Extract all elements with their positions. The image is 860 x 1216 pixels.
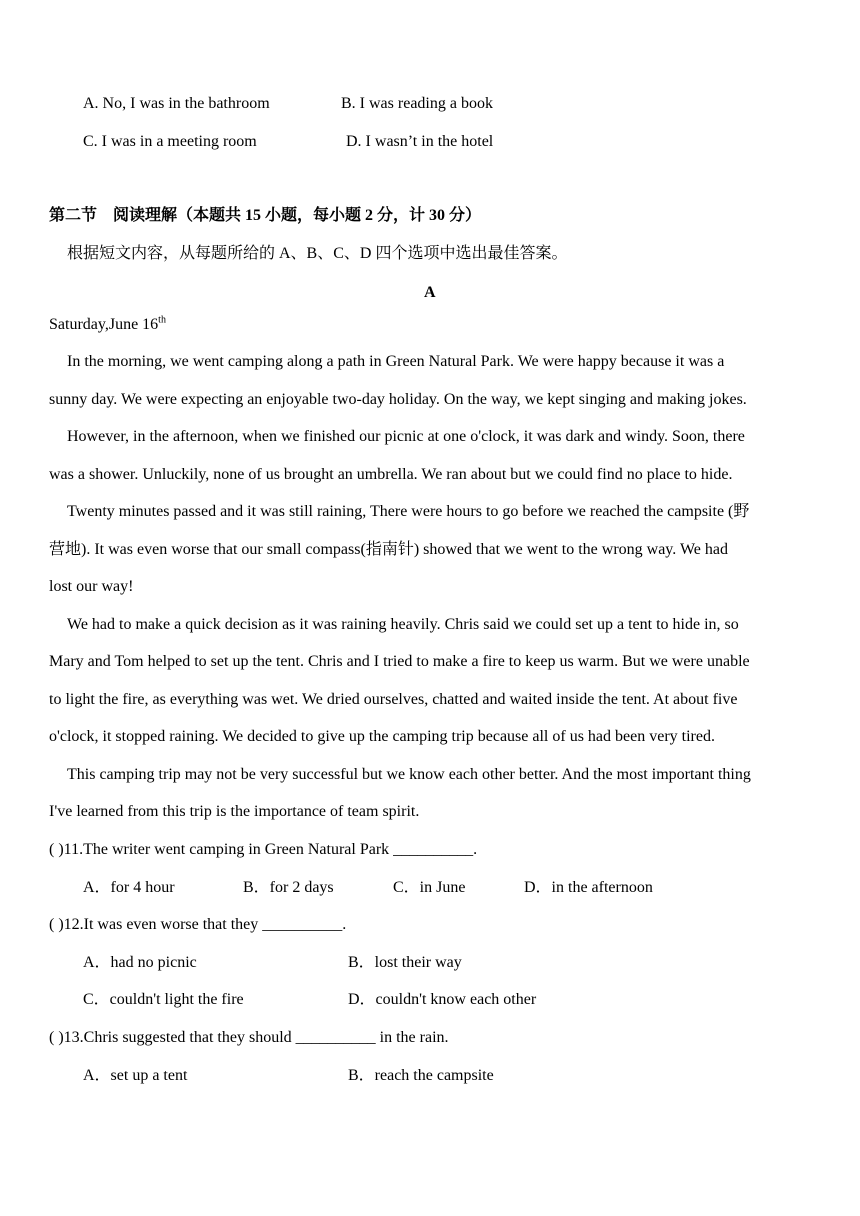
- passage-line: We had to make a quick decision as it was raining heavily. Chris said we could set up a tent to hide in, so: [67, 616, 739, 633]
- question-11-option-b: B．for 2 days: [243, 879, 334, 896]
- question-11-option-d: D．in the afternoon: [524, 879, 653, 896]
- question-12-option-c: C．couldn't light the fire: [83, 991, 244, 1008]
- question-12-option-b: B．lost their way: [348, 954, 462, 971]
- question-11-option-a: A．for 4 hour: [83, 879, 175, 896]
- question-13-option-b: B．reach the campsite: [348, 1067, 494, 1084]
- passage-line: was a shower. Unluckily, none of us brought an umbrella. We ran about but we could find no place to hide.: [49, 466, 733, 483]
- question-12-stem: ( )12.It was even worse that they __________.: [49, 916, 347, 933]
- passage-date: Saturday,June 16th: [49, 314, 166, 333]
- option-c: C. I was in a meeting room: [83, 133, 257, 150]
- question-11-option-c: C．in June: [393, 879, 466, 896]
- passage-label: A: [424, 284, 436, 301]
- section-instruction: 根据短文内容，从每题所给的 A、B、C、D 四个选项中选出最佳答案。: [67, 245, 568, 262]
- question-12-option-d: D．couldn't know each other: [348, 991, 537, 1008]
- passage-line: o'clock, it stopped raining. We decided to give up the camping trip because all of us had been very tired.: [49, 728, 715, 745]
- passage-line: In the morning, we went camping along a path in Green Natural Park. We were happy because it was a: [67, 353, 725, 370]
- option-a: A. No, I was in the bathroom: [83, 95, 270, 112]
- passage-line: I've learned from this trip is the importance of team spirit.: [49, 803, 420, 820]
- passage-line: However, in the afternoon, when we finished our picnic at one o'clock, it was dark and windy. Soon, there: [67, 428, 745, 445]
- passage-line: lost our way!: [49, 578, 134, 595]
- passage-line: 营地). It was even worse that our small compass(指南针) showed that we went to the wrong way. We had: [49, 541, 729, 558]
- option-b: B. I was reading a book: [341, 95, 493, 112]
- passage-line: This camping trip may not be very successful but we know each other better. And the most important thing: [67, 766, 751, 783]
- question-13-option-a: A．set up a tent: [83, 1067, 188, 1084]
- question-12-option-a: A．had no picnic: [83, 954, 197, 971]
- passage-line: Twenty minutes passed and it was still raining, There were hours to go before we reached the campsite (野: [67, 503, 750, 520]
- passage-line: sunny day. We were expecting an enjoyable two-day holiday. On the way, we kept singing and making jokes.: [49, 391, 747, 408]
- question-13-stem: ( )13.Chris suggested that they should __________ in the rain.: [49, 1029, 449, 1046]
- section-heading: 第二节 阅读理解（本题共 15 小题，每小题 2 分，计 30 分）: [49, 207, 482, 224]
- question-11-stem: ( )11.The writer went camping in Green Natural Park __________.: [49, 841, 478, 858]
- passage-line: to light the fire, as everything was wet. We dried ourselves, chatted and waited inside the tent. At about five: [49, 691, 738, 708]
- option-d: D. I wasn’t in the hotel: [346, 133, 494, 150]
- passage-line: Mary and Tom helped to set up the tent. Chris and I tried to make a fire to keep us warm. But we were unable: [49, 653, 750, 670]
